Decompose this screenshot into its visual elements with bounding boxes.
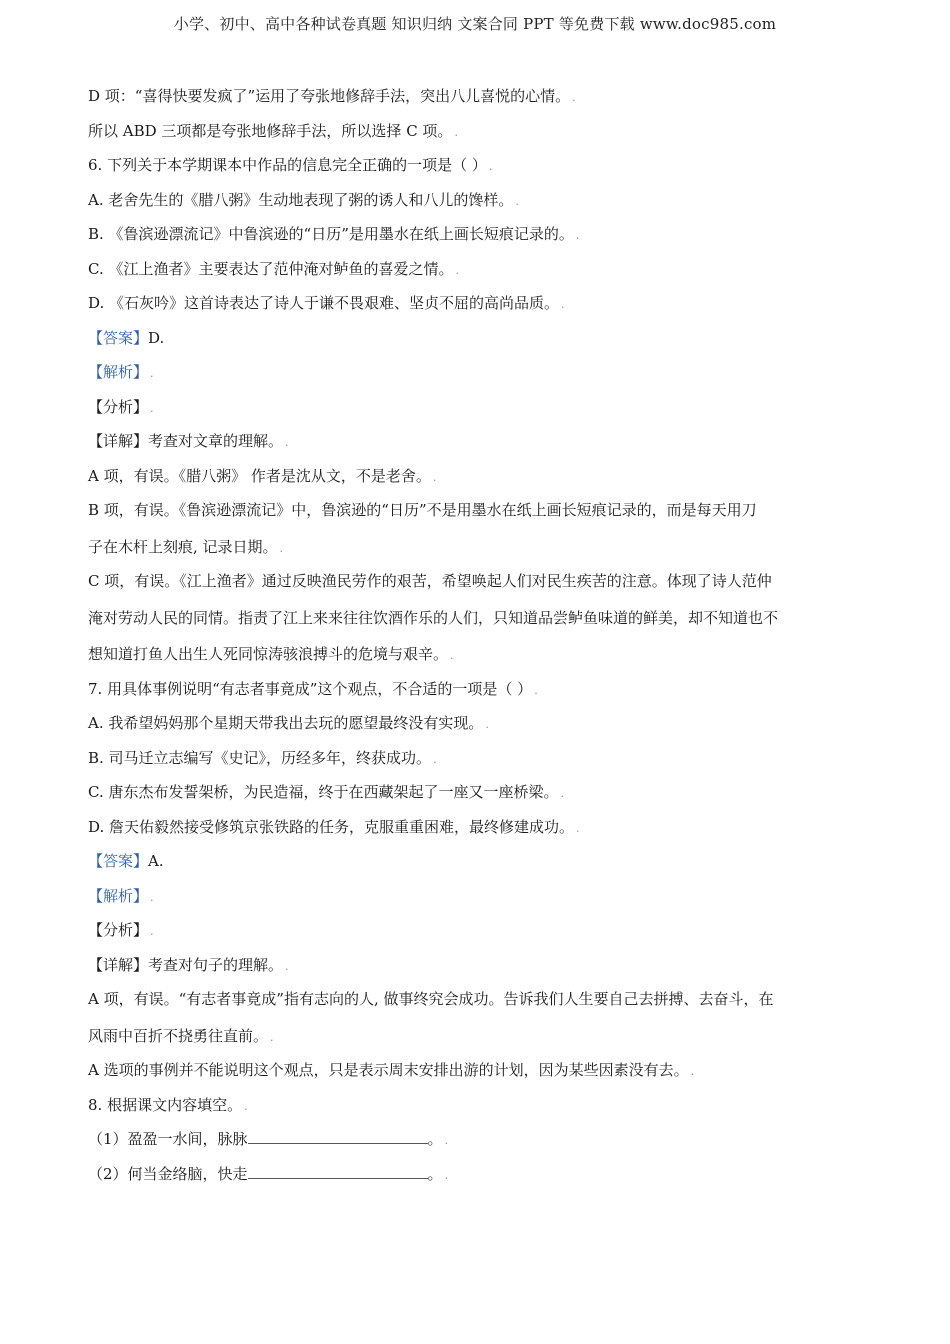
document-body (88, 86, 868, 1198)
answer-value: D. (148, 328, 165, 347)
line-text: 8. 根据课文内容填空。 (88, 1095, 243, 1114)
paragraph-mark-icon: . (285, 959, 289, 973)
line-text: D. 詹天佑毅然接受修筑京张铁路的任务，克服重重困难，最终修建成功。 (88, 817, 575, 836)
paragraph-mark-icon: . (690, 1065, 695, 1078)
text-line (88, 537, 868, 557)
text-line (88, 1026, 868, 1046)
answer-value: A. (148, 852, 164, 870)
text-line (88, 500, 868, 520)
paragraph-mark-icon: . (244, 1099, 248, 1113)
question-6-stem (88, 155, 868, 175)
paragraph-mark-icon: . (150, 367, 154, 380)
paragraph-mark-icon: . (150, 890, 154, 904)
detail-tag: 【详解】 (88, 432, 149, 450)
paragraph-mark-icon: . (432, 470, 437, 484)
answer-tag: 【答案】 (88, 852, 149, 870)
question-6-option-a (88, 190, 868, 210)
breakdown-tag: 【分析】 (88, 397, 149, 416)
detail-line (88, 955, 868, 975)
paragraph-mark-icon: . (515, 194, 519, 208)
paragraph-mark-icon: . (433, 752, 437, 766)
paragraph-mark-icon: . (150, 401, 154, 415)
question-8-item-2 (88, 1164, 868, 1184)
analysis-line (88, 886, 868, 906)
line-text: 所以 ABD 三项都是夸张地修辞手法，所以选择 C 项。 (88, 121, 453, 140)
line-text: C. 唐东杰布发誓架桥，为民造福，终于在西藏架起了一座又一座桥梁。 (88, 783, 559, 801)
question-7-option-a (88, 713, 868, 733)
question-6-option-c (88, 259, 868, 279)
analysis-tag: 【解析】 (88, 886, 149, 905)
line-text: A 选项的事例并不能说明这个观点，只是表示周末安排出游的计划，因为某些因素没有去。 (88, 1061, 689, 1079)
line-text: C. 《江上渔者》主要表达了范仲淹对鲈鱼的喜爱之情。 (88, 259, 454, 278)
text-line (88, 466, 868, 486)
paragraph-mark-icon: . (450, 649, 454, 662)
line-text: B 项，有误。《鲁滨逊漂流记》中，鲁滨逊的“日历”不是用墨水在纸上画长短痕记录的，而是每天用刀 (88, 501, 757, 519)
paragraph-mark-icon: . (575, 229, 580, 242)
fill-blank[interactable] (248, 1129, 428, 1144)
text-line (88, 571, 868, 591)
line-text: A 项，有误。《腊八粥》 作者是沈从文，不是老舍。 (88, 466, 431, 485)
paragraph-mark-icon: . (454, 125, 458, 139)
question-7-stem (88, 679, 868, 699)
text-line (88, 1060, 868, 1080)
breakdown-line (88, 397, 868, 417)
paragraph-mark-icon: . (560, 787, 564, 800)
line-text: A. 老舍先生的《腊八粥》生动地表现了粥的诱人和八儿的馋样。 (88, 190, 514, 209)
paragraph-mark-icon: . (488, 160, 493, 173)
paragraph-mark-icon: . (534, 683, 538, 697)
fill-blank[interactable] (248, 1164, 428, 1179)
line-text: D. 《石灰吟》这首诗表达了诗人于谦不畏艰难、坚贞不屈的高尚品质。 (88, 294, 560, 312)
line-text: B. 《鲁滨逊漂流记》中鲁滨逊的“日历”是用墨水在纸上画长短痕记录的。 (88, 225, 574, 243)
line-text: 想知道打鱼人出生人死同惊涛骇浪搏斗的危境与艰辛。 (88, 645, 449, 663)
text-line (88, 644, 868, 664)
text-line (88, 121, 868, 141)
line-text: A 项，有误。“有志者事竟成”指有志向的人, 做事终究会成功。告诉我们人生要自己去拼搏、去奋斗，在 (88, 990, 774, 1008)
line-text: 。 (427, 1130, 443, 1148)
paragraph-mark-icon: . (576, 821, 580, 835)
line-text: 风雨中百折不挠勇往直前。 (88, 1026, 269, 1045)
breakdown-tag: 【分析】 (88, 921, 149, 939)
answer-tag: 【答案】 (88, 328, 149, 347)
text-line (88, 86, 868, 106)
paragraph-mark-icon: . (444, 1168, 449, 1182)
question-7-option-d (88, 817, 868, 837)
paragraph-mark-icon: . (485, 718, 489, 731)
line-text: C 项，有误。《江上渔者》通过反映渔民劳作的艰苦，希望唤起人们对民生疾苦的注意。体现了诗人范仲 (88, 572, 772, 590)
line-text: 子在木杆上刻痕, 记录日期。 (88, 537, 278, 556)
question-7-option-c (88, 782, 868, 802)
paragraph-mark-icon: . (561, 298, 565, 311)
answer-line (88, 851, 868, 871)
detail-text: 考查对句子的理解。 (148, 955, 284, 974)
detail-tag: 【详解】 (88, 955, 149, 974)
line-text: （2）何当金络脑，快走 (88, 1164, 248, 1183)
answer-line (88, 328, 868, 348)
line-text: 淹对劳动人民的同情。指责了江上来来往往饮酒作乐的人们，只知道品尝鲈鱼味道的鲜美，却不知道也不 (88, 608, 779, 627)
text-line (88, 608, 868, 628)
analysis-tag: 【解析】 (88, 363, 149, 381)
question-8-stem (88, 1095, 868, 1115)
line-text: B. 司马迁立志编写《史记》，历经多年，终获成功。 (88, 748, 432, 767)
line-text: （1）盈盈一水间，脉脉 (88, 1130, 248, 1148)
line-text: A. 我希望妈妈那个星期天带我出去玩的愿望最终没有实现。 (88, 714, 484, 732)
line-text: 7. 用具体事例说明“有志者事竟成”这个观点，不合适的一项是（ ） (88, 679, 533, 698)
paragraph-mark-icon: . (444, 1134, 449, 1147)
paragraph-mark-icon: . (270, 1030, 274, 1044)
paragraph-mark-icon: . (285, 436, 289, 449)
question-6-option-b (88, 224, 868, 244)
paragraph-mark-icon: . (572, 91, 576, 104)
analysis-line (88, 362, 868, 382)
question-8-item-1 (88, 1129, 868, 1149)
breakdown-line (88, 920, 868, 940)
line-text: D 项：“喜得快要发疯了”运用了夸张地修辞手法，突出八儿喜悦的心情。 (88, 87, 571, 105)
question-7-option-b (88, 748, 868, 768)
detail-text: 考查对文章的理解。 (148, 432, 284, 450)
detail-line (88, 431, 868, 451)
question-6-option-d (88, 293, 868, 313)
paragraph-mark-icon: . (150, 925, 154, 938)
paragraph-mark-icon: . (455, 263, 459, 277)
line-text: 6. 下列关于本学期课本中作品的信息完全正确的一项是（ ） (88, 156, 487, 174)
paragraph-mark-icon: . (279, 541, 284, 555)
text-line (88, 989, 868, 1009)
line-text: 。 (427, 1164, 443, 1183)
page-header: 小学、初中、高中各种试卷真题 知识归纳 文案合同 PPT 等免费下载 www.doc985.com (173, 15, 777, 33)
